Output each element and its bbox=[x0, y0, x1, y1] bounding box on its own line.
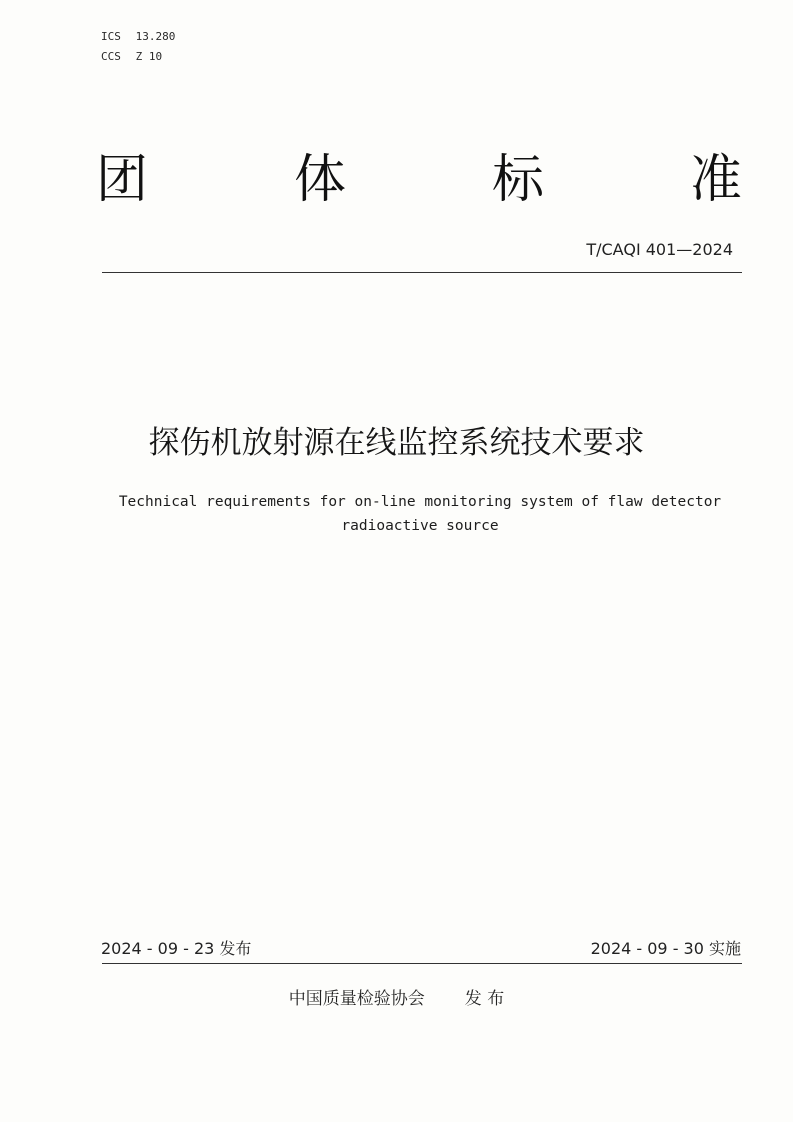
issue-date: 2024 - 09 - 23 发布 bbox=[101, 939, 252, 958]
publisher-name: 中国质量检验协会 bbox=[288, 989, 425, 1009]
publisher-line bbox=[0, 984, 793, 1009]
title-chinese: 探伤机放射源在线监控系统技术要求 bbox=[148, 425, 645, 461]
standard-type-char: 体 bbox=[293, 150, 346, 210]
ics-label: ICS bbox=[101, 30, 121, 43]
standard-type-char: 团 bbox=[96, 150, 149, 210]
title-english-line-2: radioactive source bbox=[341, 518, 499, 534]
standard-number: T/CAQI 401—2024 bbox=[586, 240, 733, 259]
footer-divider bbox=[102, 963, 742, 964]
ccs-label: CCS bbox=[101, 50, 121, 63]
classification-codes bbox=[101, 27, 175, 67]
header-divider bbox=[102, 272, 742, 273]
publisher-action: 发 布 bbox=[464, 989, 505, 1009]
ics-code: 13.280 bbox=[135, 30, 176, 43]
title-english bbox=[60, 490, 780, 538]
standard-type-char: 准 bbox=[689, 150, 742, 210]
standard-type-heading bbox=[96, 148, 742, 212]
ccs-row bbox=[101, 47, 175, 67]
title-english-line-1: Technical requirements for on-line monitoring system of flaw detector bbox=[118, 494, 722, 510]
ics-row bbox=[101, 27, 175, 47]
ccs-code: Z 10 bbox=[135, 50, 163, 63]
effective-date: 2024 - 09 - 30 实施 bbox=[590, 939, 741, 958]
standard-type-char: 标 bbox=[491, 150, 544, 210]
